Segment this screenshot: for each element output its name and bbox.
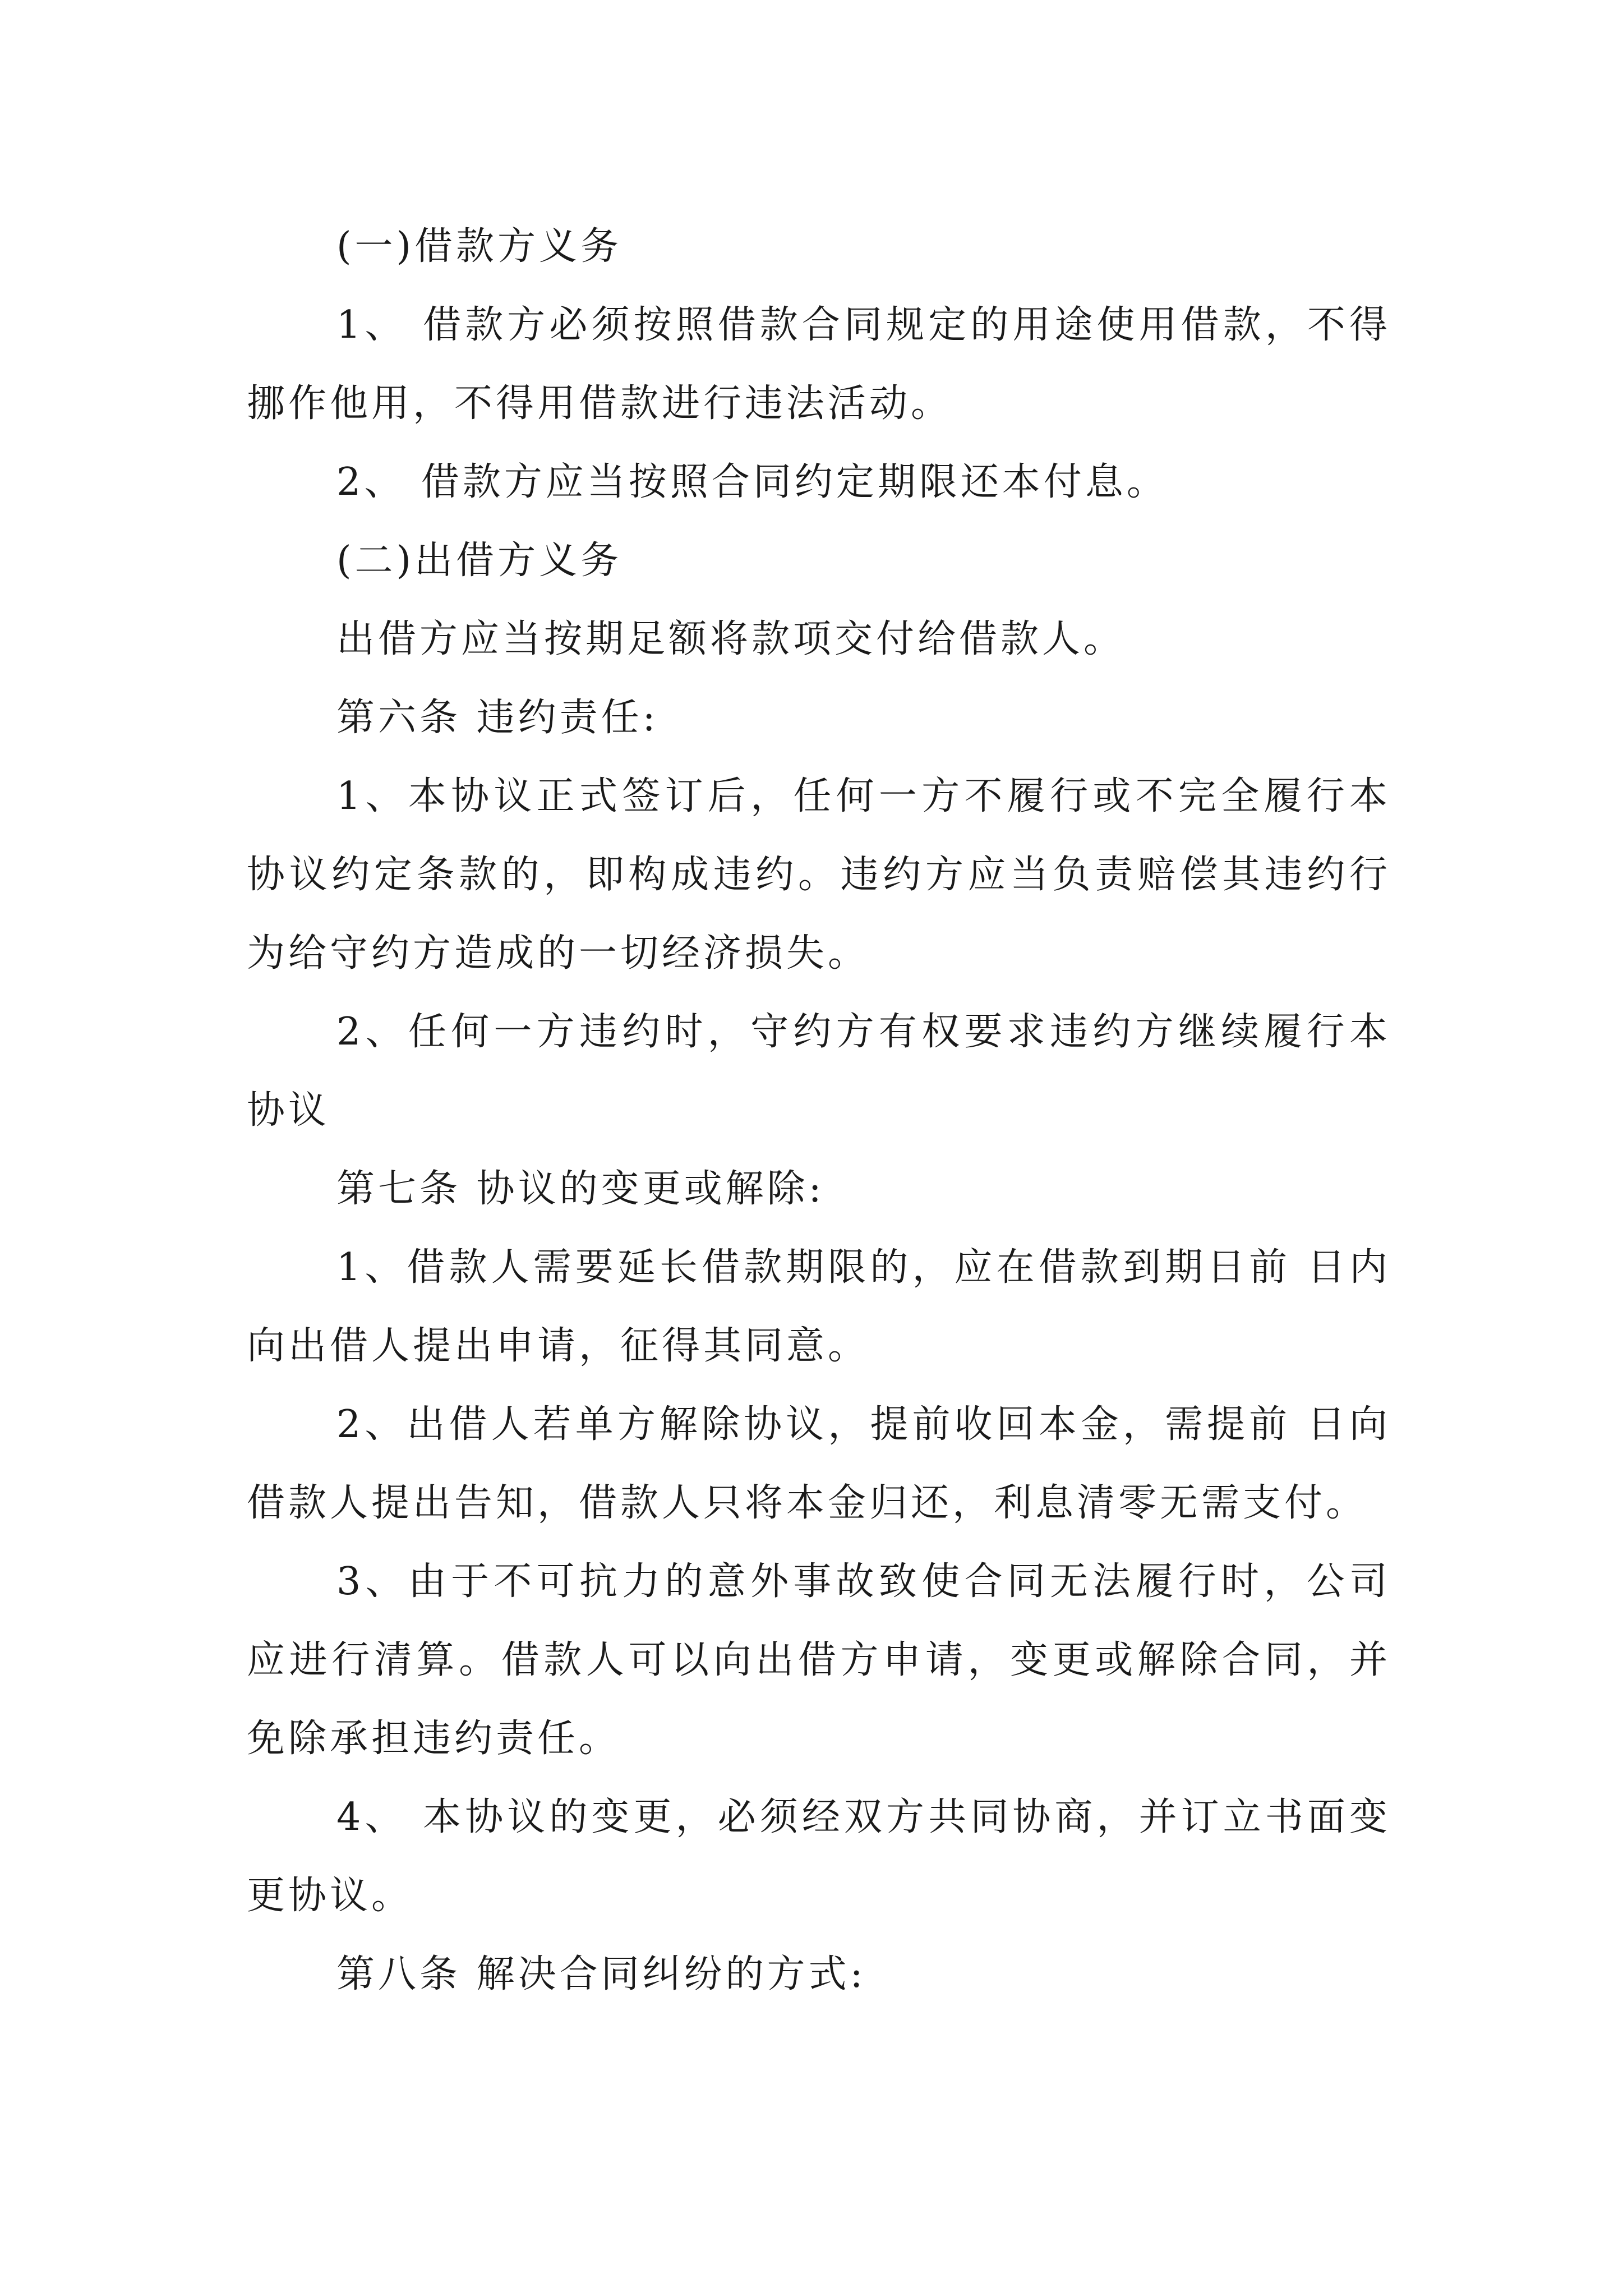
paragraph-borrower-obligation-1: 1、 借款方必须按照借款合同规定的用途使用借款，不得挪作他用，不得用借款进行违法活动。 <box>247 303 1391 426</box>
article-6-heading: 第六条 违约责任: <box>336 696 659 740</box>
article-6-clause-2: 2、任何一方违约时，守约方有权要求违约方继续履行本协议 <box>247 1010 1391 1133</box>
article-8-heading: 第八条 解决合同纠纷的方式: <box>336 1952 866 1996</box>
paragraph-lender-obligations-heading: (二)出借方义务 <box>336 539 623 583</box>
article-6-clause-1: 1、本协议正式签订后，任何一方不履行或不完全履行本协议约定条款的，即构成违约。违约方应当负责赔偿其违约行为给守约方造成的一切经济损失。 <box>247 774 1391 976</box>
article-7-clause-2: 2、出借人若单方解除协议，提前收回本金，需提前 日向借款人提出告知，借款人只将本金归还，利息清零无需支付。 <box>247 1402 1391 1525</box>
paragraph-lender-obligation: 出借方应当按期足额将款项交付给借款人。 <box>336 617 1126 661</box>
article-7-clause-1: 1、借款人需要延长借款期限的，应在借款到期日前 日内向出借人提出申请，征得其同意。 <box>247 1245 1391 1368</box>
article-7-clause-4: 4、 本协议的变更，必须经双方共同协商，并订立书面变更协议。 <box>247 1795 1391 1918</box>
article-7-heading: 第七条 协议的变更或解除: <box>336 1167 825 1211</box>
article-7-clause-3: 3、由于不可抗力的意外事故致使合同无法履行时，公司应进行清算。借款人可以向出借方申请，变更或解除合同，并免除承担违约责任。 <box>247 1559 1391 1761</box>
paragraph-borrower-obligations-heading: (一)借款方义务 <box>336 224 623 269</box>
paragraph-borrower-obligation-2: 2、 借款方应当按照合同约定期限还本付息。 <box>336 460 1168 504</box>
document-page <box>247 208 1391 2014</box>
